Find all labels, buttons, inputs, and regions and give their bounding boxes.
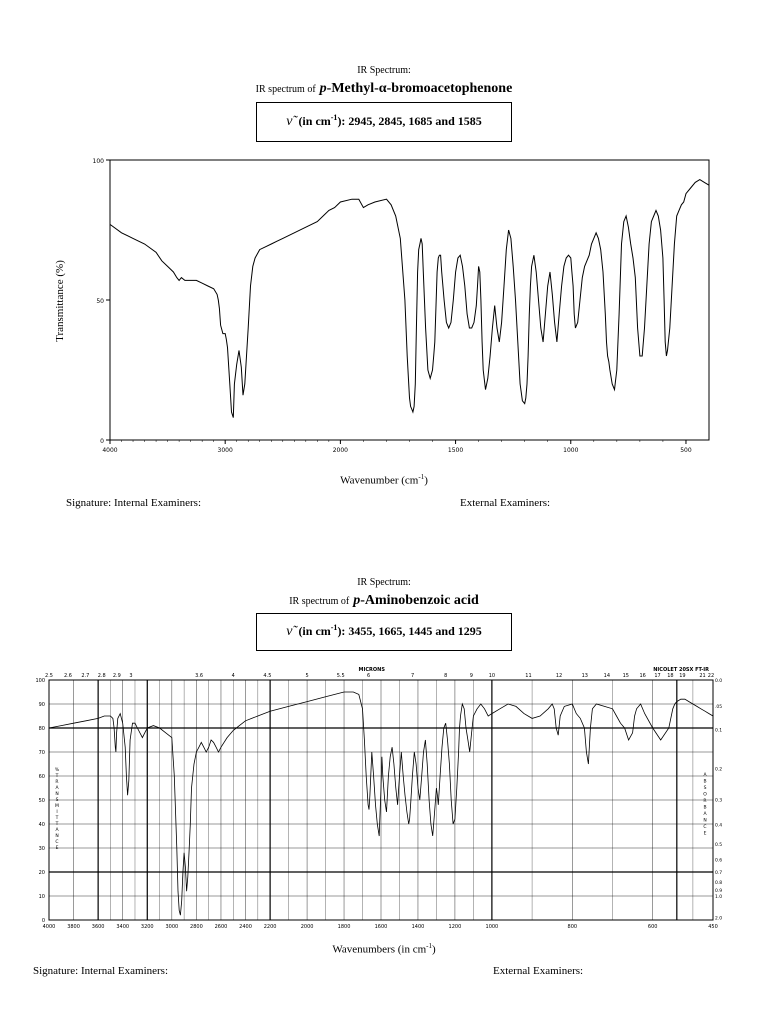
- micron-tick-label: 14: [603, 673, 611, 679]
- y-tick-label: 40: [38, 822, 45, 828]
- micron-tick-label: 7: [411, 673, 415, 679]
- micron-tick-label: 10: [488, 673, 496, 679]
- y-vertical-label-letter: A: [55, 828, 59, 834]
- spectrum-1-xlabel-text: Wavenumber (cm: [340, 474, 419, 487]
- micron-tick-label: 6: [367, 673, 371, 679]
- y-vertical-label-letter: N: [55, 834, 59, 840]
- spectrum-2-xlabel-text: Wavenumbers (in cm: [332, 943, 427, 956]
- x-tick-label: 1400: [411, 924, 425, 930]
- micron-tick-label: 8: [444, 673, 448, 679]
- spectrum-1-ylabel-wrap: [40, 250, 80, 350]
- micron-tick-label: 17: [654, 673, 661, 679]
- absorbance-label-letter: E: [703, 831, 707, 837]
- micron-tick-label: 21: [699, 673, 706, 679]
- y-vertical-label-letter: M: [55, 804, 59, 810]
- x-tick-label: 600: [647, 924, 658, 930]
- y-tick-label: 90: [38, 702, 45, 708]
- spectrum-2-chart: [0, 660, 768, 940]
- absorbance-tick-label: 0.8: [715, 880, 723, 886]
- spectrum-1-line: [110, 180, 709, 418]
- y-tick-label: 70: [38, 750, 45, 756]
- y-vertical-label-letter: A: [55, 786, 59, 792]
- spectrum-2-xlabel-close: ): [431, 943, 436, 956]
- spectrum-2-title-compound: -Aminobenzoic acid: [360, 593, 479, 608]
- y-tick-label: 100: [35, 678, 45, 684]
- spectrum-1-ylabel: Transmittance (%): [54, 260, 66, 342]
- absorbance-label-letter: C: [703, 825, 707, 830]
- x-tick-label: 1800: [337, 924, 351, 930]
- spectrum-1-peaks-values: ): 2945, 2845, 1685 and 1585: [337, 114, 482, 128]
- spectrum-2-xlabel: [0, 942, 768, 956]
- spectrum-2-peaks-box: [256, 613, 512, 651]
- x-tick-label: 2600: [214, 924, 228, 930]
- spectrum-1-peaks-sup: -1: [330, 113, 338, 122]
- x-tick-label: 3600: [91, 924, 105, 930]
- spectrum-1-title-prefix: IR spectrum of: [255, 84, 316, 95]
- absorbance-label-letter: R: [703, 799, 707, 804]
- y-tick-label: 10: [38, 894, 45, 900]
- x-tick-label: 2000: [300, 924, 314, 930]
- y-tick-label: 50: [38, 798, 45, 804]
- spectrum-2-section-label: IR Spectrum:: [357, 577, 411, 588]
- absorbance-tick-label: 0.6: [715, 858, 723, 864]
- micron-tick-label: 5: [305, 673, 309, 679]
- x-tick-label: 4000: [42, 924, 56, 930]
- spectrum-1-chart: [0, 150, 768, 470]
- y-tick-label: 80: [38, 726, 45, 732]
- absorbance-label-letter: O: [703, 792, 707, 798]
- y-tick-label: 0: [100, 438, 104, 445]
- spectrum-2-xlabel-sup: -1: [426, 942, 432, 950]
- y-vertical-label-letter: %: [54, 768, 60, 774]
- micron-tick-label: 3.6: [195, 673, 204, 679]
- spectrum-1-title: [0, 79, 768, 97]
- micron-tick-label: 4: [231, 673, 235, 679]
- absorbance-tick-label: 0.2: [715, 767, 723, 773]
- spectrum-2-plot-area: [35, 667, 722, 930]
- y-vertical-label-letter: S: [55, 798, 59, 804]
- absorbance-tick-label: 1.0: [715, 895, 723, 900]
- spectrum-2-peaks-pre: (in cm: [298, 624, 331, 638]
- absorbance-tick-label: 2.0: [715, 916, 723, 922]
- y-vertical-label-letter: I: [56, 810, 58, 816]
- y-tick-label: 60: [38, 774, 45, 780]
- spectrum-1-section-label: IR Spectrum:: [357, 65, 411, 76]
- micron-tick-label: 2.7: [81, 673, 90, 679]
- spectrum-2-title-prefix: IR spectrum of: [289, 596, 350, 607]
- x-tick-label: 450: [708, 924, 718, 930]
- micron-tick-label: 5.5: [336, 673, 345, 679]
- y-tick-label: 20: [38, 870, 45, 876]
- spectrum-1-xlabel-close: ): [424, 474, 428, 487]
- spectrum-1-title-compound: -Methyl-α-bromoacetophenone: [326, 81, 513, 96]
- spectrum-2-peaks-values: ): 3455, 1665, 1445 and 1295: [337, 624, 482, 638]
- y-vertical-label-letter: T: [55, 822, 59, 828]
- x-tick-label: 3000: [217, 447, 233, 454]
- y-tick-label: 30: [38, 846, 45, 852]
- micron-tick-label: 12: [555, 673, 563, 679]
- spectrum-1-xlabel-sup: -1: [418, 473, 425, 481]
- x-tick-label: 1000: [485, 924, 499, 930]
- nu-tilde-symbol: ν̃: [286, 624, 293, 639]
- x-tick-label: 2000: [332, 447, 349, 454]
- y-vertical-label-letter: N: [55, 792, 59, 798]
- signature-1-external: External Examiners:: [460, 497, 551, 509]
- micron-tick-label: 4.5: [263, 673, 272, 679]
- absorbance-label-letter: S: [703, 786, 707, 791]
- absorbance-label-letter: B: [703, 779, 707, 785]
- instrument-label: NICOLET 20SX FT-IR: [653, 667, 709, 673]
- micron-tick-label: 2.9: [112, 673, 121, 679]
- micron-tick-label: 22: [707, 673, 715, 679]
- spectrum-1-xlabel: [0, 473, 768, 487]
- x-tick-label: 4000: [102, 447, 118, 454]
- absorbance-tick-label: 0.7: [715, 871, 723, 877]
- x-tick-label: 1000: [563, 447, 579, 454]
- y-vertical-label-letter: C: [55, 840, 59, 846]
- absorbance-tick-label: 0.0: [715, 679, 723, 684]
- spectrum-2-title: [0, 591, 768, 609]
- micron-tick-label: 13: [581, 673, 588, 679]
- x-tick-label: 2200: [263, 924, 277, 930]
- micron-tick-label: 11: [525, 673, 532, 679]
- x-tick-label: 500: [680, 447, 692, 454]
- signature-2-external: External Examiners:: [493, 965, 584, 977]
- absorbance-label-letter: B: [703, 805, 707, 811]
- x-tick-label: 1200: [448, 924, 462, 930]
- absorbance-label-letter: A: [703, 812, 707, 817]
- x-tick-label: 3800: [67, 924, 80, 930]
- signature-2-internal: Signature: Internal Examiners:: [33, 965, 169, 977]
- micron-tick-label: 3: [129, 673, 133, 679]
- nu-tilde-symbol: ν̃: [286, 114, 293, 129]
- y-vertical-label-letter: T: [55, 816, 59, 822]
- y-vertical-label-letter: E: [55, 846, 59, 852]
- y-tick-label: 0: [41, 918, 45, 924]
- micron-tick-label: 18: [667, 673, 674, 679]
- spectrum-1-peaks-box: [256, 102, 512, 142]
- spectrum-2-peaks-sup: -1: [330, 623, 338, 632]
- absorbance-tick-label: 0.3: [715, 798, 723, 804]
- micron-tick-label: 19: [679, 673, 686, 679]
- x-tick-label: 1500: [447, 447, 464, 454]
- microns-label: MICRONS: [358, 667, 385, 673]
- absorbance-label-letter: A: [703, 773, 707, 778]
- absorbance-tick-label: 0.4: [715, 823, 723, 829]
- micron-tick-label: 2.8: [97, 673, 106, 679]
- spectrum-1-title-p: p: [319, 81, 327, 96]
- y-vertical-label-letter: R: [55, 780, 59, 786]
- absorbance-tick-label: .05: [715, 705, 723, 711]
- micron-tick-label: 2.6: [63, 673, 72, 679]
- x-tick-label: 3200: [140, 924, 154, 930]
- y-tick-label: 100: [92, 158, 104, 165]
- x-tick-label: 3000: [165, 924, 179, 930]
- micron-tick-label: 9: [469, 673, 473, 679]
- micron-tick-label: 15: [622, 673, 629, 679]
- x-tick-label: 1600: [374, 924, 388, 930]
- absorbance-tick-label: 0.1: [715, 728, 723, 734]
- micron-tick-label: 2.5: [45, 673, 53, 679]
- signature-1-internal: Signature: Internal Examiners:: [66, 497, 202, 509]
- x-tick-label: 2800: [190, 924, 203, 930]
- spectrum-1-plot-area: [93, 158, 709, 454]
- absorbance-tick-label: 0.9: [715, 888, 723, 894]
- y-tick-label: 50: [96, 298, 104, 305]
- micron-tick-label: 16: [639, 673, 646, 679]
- x-tick-label: 800: [567, 924, 578, 930]
- spectrum-1-peaks-pre: (in cm: [298, 114, 331, 128]
- absorbance-label-letter: N: [703, 818, 707, 824]
- x-tick-label: 3400: [116, 924, 130, 930]
- spectrum-2-title-p: p: [353, 593, 361, 608]
- absorbance-tick-label: 0.5: [715, 843, 723, 849]
- y-vertical-label-letter: T: [55, 774, 59, 780]
- x-tick-label: 2400: [239, 924, 252, 930]
